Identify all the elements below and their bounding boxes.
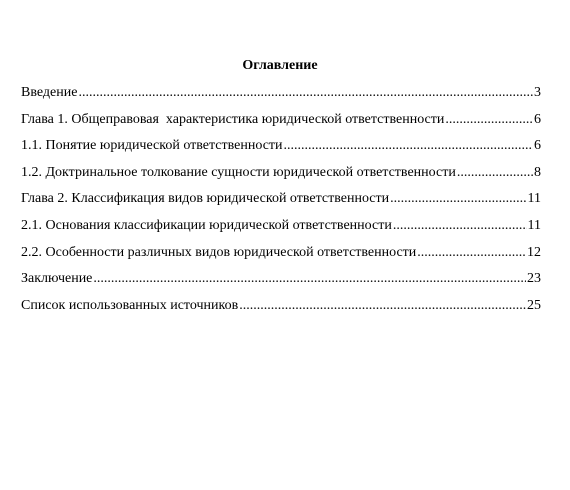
toc-page-number: 25 (527, 297, 541, 313)
toc-entry-references (21, 297, 541, 324)
toc-entry-text: 1.1. Понятие юридической ответственности (21, 138, 283, 154)
toc-entry-conclusion (21, 270, 541, 297)
toc-page-number: 3 (534, 85, 541, 100)
table-of-contents (21, 84, 541, 323)
toc-entry-text: Глава 2. Классификация видов юридической ответственности (21, 191, 390, 207)
toc-entry-text: Глава 1. Общеправовая характеристика юридической ответственности (21, 111, 445, 127)
toc-page-number: 11 (527, 191, 541, 207)
toc-entry-text: Список использованных источников (21, 297, 239, 313)
toc-entry-section-2-1 (21, 217, 541, 244)
toc-page-number: 11 (527, 217, 541, 233)
toc-page-number: 6 (534, 111, 541, 127)
toc-leader-dots (78, 84, 533, 102)
toc-leader-dots (284, 137, 533, 155)
toc-entry-text: 2.1. Основания классификации юридической ответственности (21, 217, 392, 233)
toc-leader-dots (393, 217, 527, 235)
toc-entry-text: 2.2. Особенности различных видов юридической ответственности (21, 244, 417, 260)
toc-leader-dots (417, 244, 526, 262)
toc-page-number: 12 (527, 244, 541, 260)
toc-leader-dots (239, 297, 526, 315)
toc-entry-text: Заключение (21, 271, 93, 287)
toc-leader-dots (390, 190, 526, 208)
toc-entry-section-1-2 (21, 164, 541, 191)
toc-entry-chapter-1 (21, 111, 541, 138)
toc-entry-chapter-2 (21, 190, 541, 217)
toc-entry-section-1-1 (21, 137, 541, 164)
toc-leader-dots (445, 111, 533, 129)
toc-page-number: 23 (527, 271, 541, 287)
toc-entry-section-2-2 (21, 244, 541, 271)
toc-entry-introduction (21, 84, 541, 111)
toc-page-number: 8 (534, 164, 541, 180)
toc-title: Оглавление (242, 58, 318, 73)
toc-entry-text: 1.2. Доктринальное толкование сущности юридической ответственности (21, 164, 456, 180)
toc-leader-dots (93, 270, 526, 288)
toc-leader-dots (457, 164, 533, 182)
toc-page-number: 6 (534, 138, 541, 154)
toc-entry-text: Введение (21, 85, 78, 100)
